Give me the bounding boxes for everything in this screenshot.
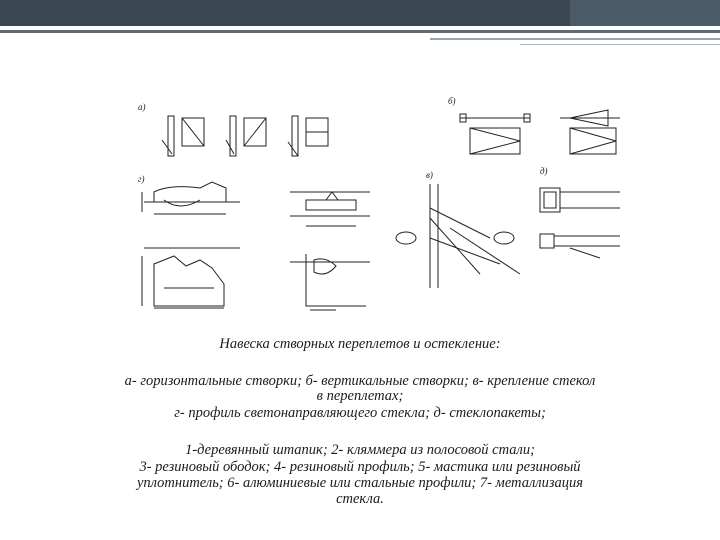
items-line-2: 3- резиновый ободок; 4- резиновый профиль; 5- мастика или резиновый (139, 459, 581, 475)
drawing-panel-b (460, 110, 620, 154)
drawing-panel-a (162, 116, 328, 156)
items-line-4: стекла. (336, 491, 384, 507)
header-bar (0, 0, 720, 26)
divider-line (0, 30, 720, 33)
divider-line-secondary (430, 38, 720, 40)
header-accent (570, 0, 720, 26)
legend-line-1: а- горизонтальные створки; б- вертикальные створки; в- крепление стекол (124, 373, 596, 389)
items-line-3: уплотнитель; 6- алюминиевые или стальные профили; 7- металлизация (136, 475, 584, 491)
label-g: г) (138, 174, 145, 184)
label-v: в) (426, 170, 433, 180)
label-d: д) (540, 166, 548, 176)
drawing-panel-d (540, 188, 620, 258)
legend-line-2: в переплетах; (316, 388, 404, 404)
label-a: а) (138, 102, 146, 112)
drawing-panel-g (142, 182, 370, 310)
items-line-1: 1-деревянный штапик; 2- кляммера из полосовой стали; (185, 442, 535, 458)
drawing-panel-v (396, 184, 520, 288)
legend-line-3: г- профиль светонаправляющего стекла; д- стеклопакеты; (174, 405, 546, 421)
figure-title: Навеска створных переплетов и остекление: (219, 336, 501, 352)
divider-line-tertiary (520, 44, 720, 45)
label-b: б) (448, 96, 456, 106)
technical-drawing (130, 88, 620, 320)
